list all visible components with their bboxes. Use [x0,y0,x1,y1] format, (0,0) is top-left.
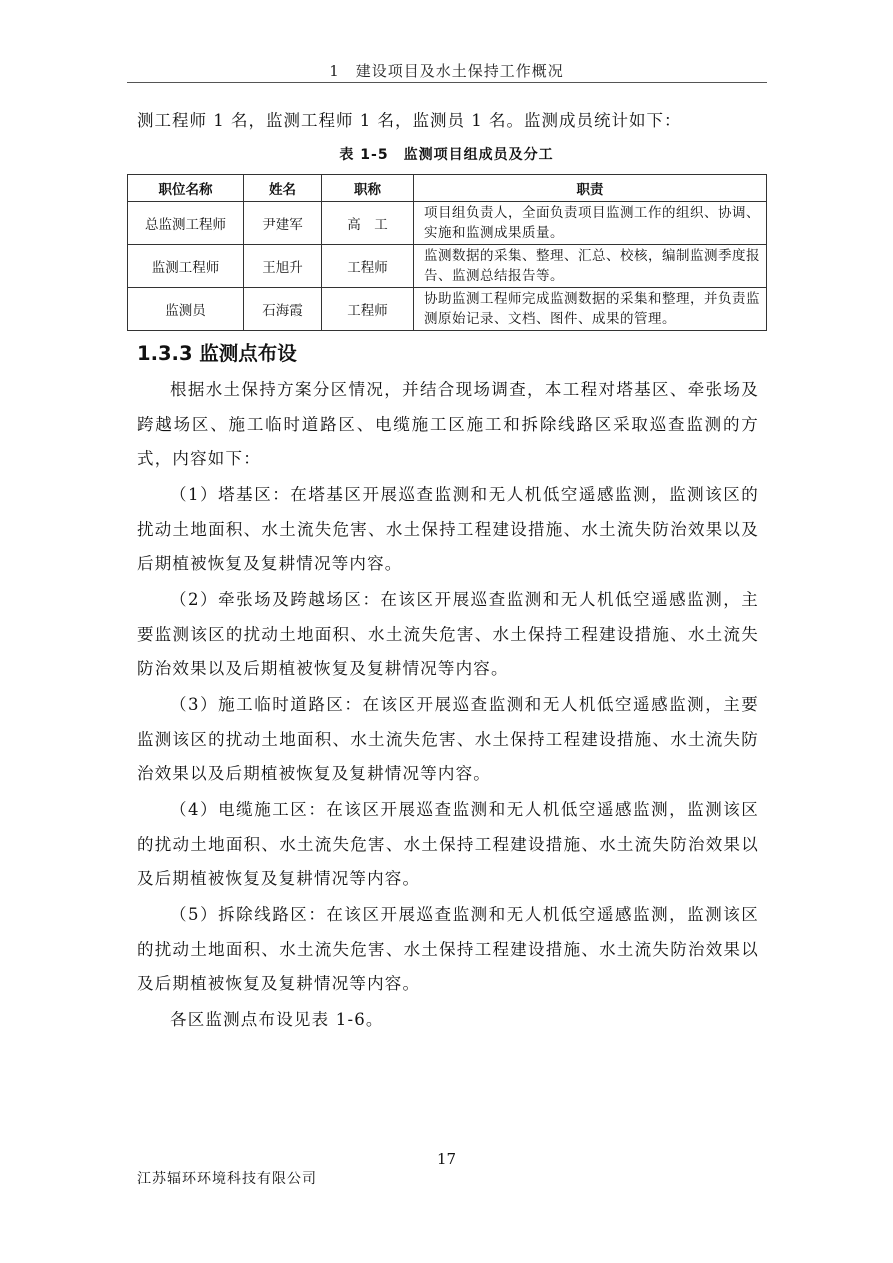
table-row [128,202,767,245]
cell-position: 监测工程师 [128,245,244,288]
header-rule [127,82,767,83]
page-number: 17 [436,1150,457,1168]
section-heading: 1.3.3 监测点布设 [137,342,297,365]
section-body [137,373,759,1039]
cell-position: 总监测工程师 [128,202,244,245]
table-caption: 表 1-5 监测项目组成员及分工 [339,147,554,163]
paragraph-tower-base: （1）塔基区：在塔基区开展巡查监测和无人机低空遥感监测，监测该区的扰动土地面积、水土流失危害、水土保持工程建设措施、水土流失防治效果以及后期植被恢复及复耕情况等内容。 [137,485,759,573]
column-header-position: 职位名称 [128,175,244,202]
lead-paragraph: 测工程师 1 名，监测工程师 1 名，监测员 1 名。监测成员统计如下： [137,111,682,130]
paragraph-intro: 根据水土保持方案分区情况，并结合现场调查，本工程对塔基区、牵张场及跨越场区、施工临时道路区、电缆施工区施工和拆除线路区采取巡查监测的方式，内容如下： [137,380,759,468]
paragraph-cable-construction: （4）电缆施工区：在该区开展巡查监测和无人机低空遥感监测，监测该区的扰动土地面积、水土流失危害、水土保持工程建设措施、水土流失防治效果以及后期植被恢复及复耕情况等内容。 [137,800,759,888]
paragraph-tension-site: （2）牵张场及跨越场区：在该区开展巡查监测和无人机低空遥感监测，主要监测该区的扰动土地面积、水土流失危害、水土保持工程建设措施、水土流失防治效果以及后期植被恢复及复耕情况等内容。 [137,590,759,678]
table-row [128,288,767,331]
cell-duty: 监测数据的采集、整理、汇总、校核，编制监测季度报告、监测总结报告等。 [414,245,767,288]
running-header: 1 建设项目及水土保持工作概况 [329,62,564,80]
cell-name: 王旭升 [244,245,322,288]
footer-company: 江苏辐环环境科技有限公司 [137,1171,317,1187]
column-header-duty: 职责 [414,175,767,202]
cell-title: 高 工 [322,202,414,245]
table-header-row [128,175,767,202]
paragraph-table-reference: 各区监测点布设见表 1-6。 [170,1010,384,1029]
column-header-title: 职称 [322,175,414,202]
cell-duty: 协助监测工程师完成监测数据的采集和整理，并负责监测原始记录、文档、图件、成果的管理。 [414,288,767,331]
cell-title: 工程师 [322,288,414,331]
paragraph-temporary-road: （3）施工临时道路区：在该区开展巡查监测和无人机低空遥感监测，主要监测该区的扰动土地面积、水土流失危害、水土保持工程建设措施、水土流失防治效果以及后期植被恢复及复耕情况等内容。 [137,695,759,783]
paragraph-line-removal: （5）拆除线路区：在该区开展巡查监测和无人机低空遥感监测，监测该区的扰动土地面积、水土流失危害、水土保持工程建设措施、水土流失防治效果以及后期植被恢复及复耕情况等内容。 [137,905,759,993]
cell-position: 监测员 [128,288,244,331]
column-header-name: 姓名 [244,175,322,202]
cell-duty: 项目组负责人，全面负责项目监测工作的组织、协调、实施和监测成果质量。 [414,202,767,245]
cell-name: 石海霞 [244,288,322,331]
staff-table [127,174,767,331]
cell-title: 工程师 [322,245,414,288]
table-row [128,245,767,288]
cell-name: 尹建军 [244,202,322,245]
